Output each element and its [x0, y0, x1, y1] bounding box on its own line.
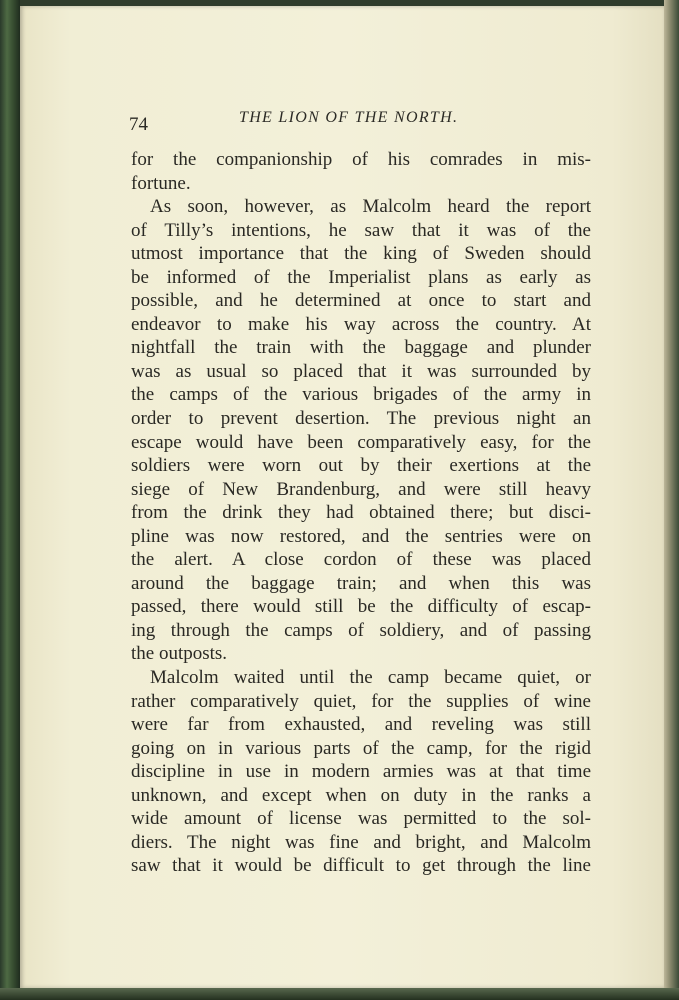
page-header — [111, 106, 591, 136]
text-line: passed, there would still be the difficulty of escap- — [131, 596, 591, 618]
text-line: unknown, and except when on duty in the ranks a — [131, 784, 591, 806]
text-line: siege of New Brandenburg, and were still heavy — [131, 478, 591, 500]
text-line: discipline in use in modern armies was at that time — [131, 761, 591, 783]
text-line: rather comparatively quiet, for the supplies of wine — [131, 690, 591, 712]
text-line: the alert. A close cordon of these was placed — [131, 549, 591, 571]
text-line: soldiers were worn out by their exertions at the — [131, 455, 591, 477]
text-line: order to prevent desertion. The previous night an — [131, 408, 591, 430]
page-edge-right — [664, 0, 679, 1000]
text-line: be informed of the Imperialist plans as early as — [131, 266, 591, 288]
text-line: possible, and he determined at once to start and — [131, 290, 591, 312]
text-line: for the companionship of his comrades in mis- — [131, 149, 591, 170]
text-line: diers. The night was fine and bright, and Malcolm — [131, 831, 591, 853]
text-line: saw that it would be difficult to get through the line — [131, 855, 591, 877]
text-line: wide amount of license was permitted to the sol- — [131, 808, 591, 830]
text-line: As soon, however, as Malcolm heard the report — [150, 196, 591, 218]
text-line: was as usual so placed that it was surrounded by — [131, 360, 591, 382]
text-line: pline was now restored, and the sentries were on — [131, 525, 591, 547]
text-line: ing through the camps of soldiery, and of passing — [131, 619, 591, 641]
body-text — [131, 148, 591, 878]
text-line: fortune. — [131, 172, 191, 194]
text-line: utmost importance that the king of Sweden should — [131, 243, 591, 265]
text-line: of Tilly’s intentions, he saw that it was of the — [131, 219, 591, 241]
page-edge-bottom — [0, 988, 679, 1000]
text-line: were far from exhausted, and reveling was still — [131, 714, 591, 736]
text-line: endeavor to make his way across the country. At — [131, 313, 591, 335]
text-line: around the baggage train; and when this was — [131, 572, 591, 594]
text-line: the outposts. — [131, 643, 228, 665]
text-line: Malcolm waited until the camp became quiet, or — [150, 667, 591, 689]
text-line: the camps of the various brigades of the army in — [131, 384, 591, 406]
text-line: from the drink they had obtained there; but disci- — [131, 502, 591, 524]
book-spine — [0, 0, 20, 1000]
text-line: nightfall the train with the baggage and plunder — [131, 337, 591, 359]
running-head: THE LION OF THE NORTH. — [239, 109, 459, 126]
text-line: escape would have been comparatively easy, for the — [131, 431, 591, 453]
text-line: going on in various parts of the camp, for the rigid — [131, 737, 591, 759]
page-number: 74 — [129, 114, 148, 135]
